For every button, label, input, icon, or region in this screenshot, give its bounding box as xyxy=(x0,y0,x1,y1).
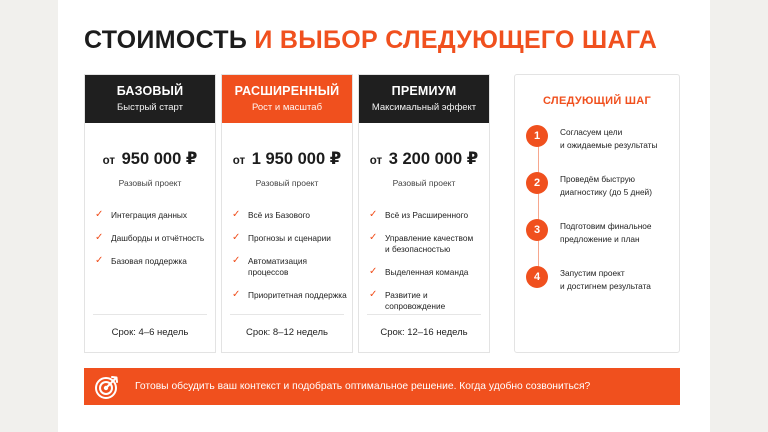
price-note: Разовый проект xyxy=(255,178,319,188)
checkmark-icon: ✓ xyxy=(232,209,241,220)
checkmark-icon: ✓ xyxy=(369,209,378,220)
plan-card-extended xyxy=(221,74,353,353)
feature-text: Базовая поддержка xyxy=(111,256,187,266)
price-note: Разовый проект xyxy=(118,178,182,188)
feature-text: Развитие и сопровождение xyxy=(385,290,446,311)
feature-text: Прогнозы и сценарии xyxy=(248,233,331,243)
plan-subtitle: Рост и масштаб xyxy=(251,102,323,113)
step-number: 4 xyxy=(526,266,548,288)
step-text: Проведём быструю диагностику (до 5 дней) xyxy=(560,174,652,197)
plan-card-basic xyxy=(84,74,216,353)
plan-header xyxy=(85,75,215,123)
plan-name: РАСШИРЕННЫЙ xyxy=(234,84,340,98)
feature-list xyxy=(359,210,489,312)
checkmark-icon: ✓ xyxy=(232,255,241,266)
feature-item xyxy=(95,233,211,244)
checkmark-icon: ✓ xyxy=(95,232,104,243)
plan-price xyxy=(359,149,489,169)
feature-item xyxy=(232,256,348,278)
checkmark-icon: ✓ xyxy=(95,209,104,220)
step-item xyxy=(526,125,657,152)
feature-text: Всё из Расширенного xyxy=(385,210,469,220)
step-text: Подготовим финальное предложение и план xyxy=(560,221,652,244)
checkmark-icon: ✓ xyxy=(369,232,378,243)
next-steps-panel xyxy=(514,74,680,353)
feature-text: Дашборды и отчётность xyxy=(111,233,205,243)
price-note: Разовый проект xyxy=(392,178,456,188)
step-text: Запустим проект и достигнем результата xyxy=(560,268,651,291)
step-item xyxy=(526,266,651,293)
feature-item xyxy=(95,256,211,267)
plan-term: Срок: 8–12 недель xyxy=(230,314,344,338)
feature-item xyxy=(232,210,348,221)
checkmark-icon: ✓ xyxy=(95,255,104,266)
step-item xyxy=(526,172,652,199)
price-prefix: от xyxy=(102,155,116,167)
step-number: 2 xyxy=(526,172,548,194)
plan-price xyxy=(222,149,352,169)
plan-term: Срок: 4–6 недель xyxy=(93,314,207,338)
cta-text: Готовы обсудить ваш контекст и подобрать оптимальное решение. Когда удобно созвониться? xyxy=(135,381,591,392)
price-prefix: от xyxy=(232,155,246,167)
checkmark-icon: ✓ xyxy=(232,232,241,243)
checkmark-icon: ✓ xyxy=(369,289,378,300)
plan-price xyxy=(85,149,215,169)
feature-text: Автоматизация процессов xyxy=(248,256,307,277)
feature-item xyxy=(369,267,485,278)
feature-text: Управление качеством и безопасностью xyxy=(385,233,474,254)
plan-header xyxy=(222,75,352,123)
plan-card-premium xyxy=(358,74,490,353)
plan-name: ПРЕМИУМ xyxy=(391,84,457,98)
feature-text: Всё из Базового xyxy=(248,210,311,220)
plan-name: БАЗОВЫЙ xyxy=(116,84,184,98)
feature-item xyxy=(369,210,485,221)
title-part-2: И ВЫБОР СЛЕДУЮЩЕГО ШАГА xyxy=(254,26,658,54)
price-prefix: от xyxy=(369,155,383,167)
plan-header xyxy=(359,75,489,123)
step-item xyxy=(526,219,652,246)
feature-list xyxy=(222,210,352,301)
checkmark-icon: ✓ xyxy=(369,266,378,277)
title-part-1: СТОИМОСТЬ xyxy=(84,26,248,54)
price-value: 1 950 000 ₽ xyxy=(251,150,342,168)
checkmark-icon: ✓ xyxy=(232,289,241,300)
feature-item xyxy=(95,210,211,221)
feature-text: Приоритетная поддержка xyxy=(248,290,347,300)
feature-item xyxy=(369,233,485,255)
price-value: 950 000 ₽ xyxy=(121,150,198,168)
steps-connector-line xyxy=(538,137,539,287)
step-number: 1 xyxy=(526,125,548,147)
feature-item xyxy=(232,290,348,301)
feature-item xyxy=(369,290,485,312)
feature-item xyxy=(232,233,348,244)
plan-subtitle: Быстрый старт xyxy=(117,102,183,113)
feature-list xyxy=(85,210,215,267)
step-text: Согласуем цели и ожидаемые результаты xyxy=(560,127,658,150)
cta-banner[interactable] xyxy=(84,368,680,405)
next-steps-title: СЛЕДУЮЩИЙ ШАГ xyxy=(542,95,652,107)
target-arrow-icon xyxy=(94,374,120,400)
feature-text: Выделенная команда xyxy=(385,267,469,277)
plan-term: Срок: 12–16 недель xyxy=(367,314,481,338)
price-value: 3 200 000 ₽ xyxy=(388,150,479,168)
plan-subtitle: Максимальный эффект xyxy=(371,102,477,113)
page-title xyxy=(84,26,657,55)
feature-text: Интеграция данных xyxy=(111,210,188,220)
step-number: 3 xyxy=(526,219,548,241)
